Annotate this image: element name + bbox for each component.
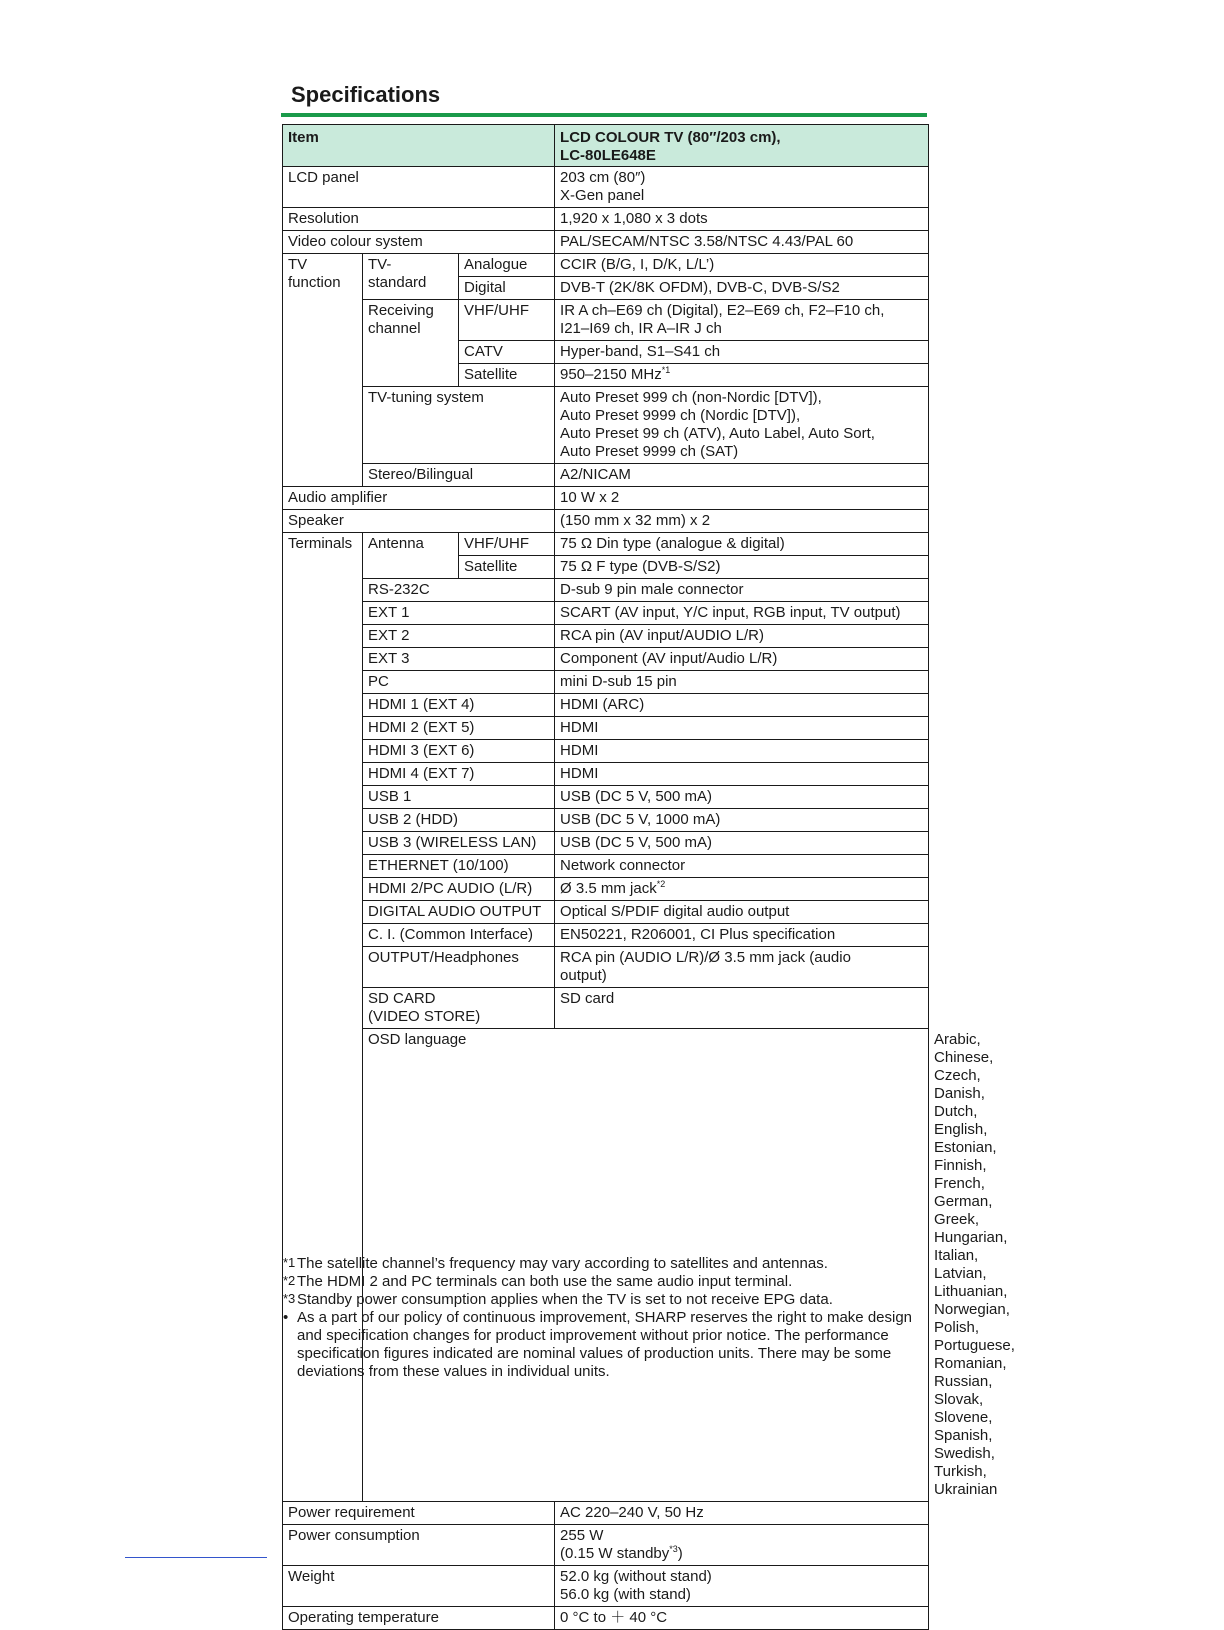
row-value: SCART (AV input, Y/C input, RGB input, TV output) xyxy=(555,602,929,625)
row-value: Hyper-band, S1–S41 ch xyxy=(555,341,929,364)
table-row xyxy=(283,510,929,533)
table-row xyxy=(283,786,929,809)
row-value: RCA pin (AUDIO L/R)/Ø 3.5 mm jack (audio output) xyxy=(555,947,929,988)
row-label: EXT 2 xyxy=(363,625,555,648)
row-label: CATV xyxy=(459,341,555,364)
table-row xyxy=(283,740,929,763)
row-value: 203 cm (80″) X-Gen panel xyxy=(555,167,929,208)
footnote: *2 The HDMI 2 and PC terminals can both use the same audio input terminal. xyxy=(283,1273,793,1290)
row-value: 1,920 x 1,080 x 3 dots xyxy=(555,208,929,231)
row-label: Satellite xyxy=(459,364,555,387)
row-value: 255 W (0.15 W standby$^{*3}$) xyxy=(555,1525,929,1566)
row-label: USB 1 xyxy=(363,786,555,809)
table-row xyxy=(283,533,929,556)
row-value: Optical S/PDIF digital audio output xyxy=(555,901,929,924)
footnote: *3 Standby power consumption applies when the TV is set to not receive EPG data. xyxy=(283,1291,833,1308)
row-value: RCA pin (AV input/AUDIO L/R) xyxy=(555,625,929,648)
row-label: Resolution xyxy=(283,208,555,231)
row-value: Auto Preset 999 ch (non-Nordic [DTV]), Auto Preset 9999 ch (Nordic [DTV]), Auto Preset 99 ch (ATV), Auto Label, Auto Sort, Auto Preset 9999 ch (SAT) xyxy=(555,387,929,464)
row-label: Analogue xyxy=(459,254,555,277)
footnote-ref: *1 xyxy=(661,365,671,375)
table-row xyxy=(283,901,929,924)
table-row xyxy=(283,855,929,878)
row-value: CCIR (B/G, I, D/K, L/L’) xyxy=(555,254,929,277)
table-row xyxy=(283,809,929,832)
row-label: VHF/UHF xyxy=(459,300,555,341)
table-row xyxy=(283,208,929,231)
footnote: *1 The satellite channel’s frequency may vary according to satellites and antennas. xyxy=(283,1255,828,1272)
group-label: Terminals xyxy=(283,533,363,1502)
row-label: USB 3 (WIRELESS LAN) xyxy=(363,832,555,855)
row-label: USB 2 (HDD) xyxy=(363,809,555,832)
row-value: mini D-sub 15 pin xyxy=(555,671,929,694)
table-row xyxy=(283,924,929,947)
row-label: Video colour system xyxy=(283,231,555,254)
table-row xyxy=(283,832,929,855)
page-link-underline xyxy=(125,1557,267,1558)
row-label: HDMI 2 (EXT 5) xyxy=(363,717,555,740)
row-label: HDMI 1 (EXT 4) xyxy=(363,694,555,717)
row-label: Speaker xyxy=(283,510,555,533)
row-value: 75 Ω Din type (analogue & digital) xyxy=(555,533,929,556)
row-value: AC 220–240 V, 50 Hz xyxy=(555,1502,929,1525)
row-value: Network connector xyxy=(555,855,929,878)
row-label: Stereo/Bilingual xyxy=(363,464,555,487)
row-label: Digital xyxy=(459,277,555,300)
subgroup-label: TV- standard xyxy=(363,254,459,300)
row-label: Satellite xyxy=(459,556,555,579)
row-label: PC xyxy=(363,671,555,694)
footnote-ref: *3 xyxy=(669,1544,678,1554)
row-label: C. I. (Common Interface) xyxy=(363,924,555,947)
footnote-ref: *2 xyxy=(656,879,666,889)
group-label: TV function xyxy=(283,254,363,487)
table-row xyxy=(283,231,929,254)
table-row xyxy=(283,694,929,717)
table-row xyxy=(283,387,929,464)
row-label: RS-232C xyxy=(363,579,555,602)
row-label: HDMI 3 (EXT 6) xyxy=(363,740,555,763)
row-value: DVB-T (2K/8K OFDM), DVB-C, DVB-S/S2 xyxy=(555,277,929,300)
row-value: 0 °C to ＋ 40 °C xyxy=(555,1607,929,1630)
row-label: ETHERNET (10/100) xyxy=(363,855,555,878)
table-row: OSD language Arabic, Chinese, Czech, Danish, Dutch, English, Estonian, Finnish, French, German, Greek, Hungarian, Italian, Latvian, Lithuanian, Norwegian, Polish, Portuguese, Romanian, Russian, Slovak, Slovene, Spanish, Swedish, Turkish, Ukrainian xyxy=(283,1029,929,1502)
table-row xyxy=(283,671,929,694)
table-row xyxy=(283,1566,929,1607)
table-header-row xyxy=(283,125,929,167)
table-row xyxy=(283,625,929,648)
row-label: Power requirement xyxy=(283,1502,555,1525)
table-row xyxy=(283,878,929,901)
row-label: HDMI 2/PC AUDIO (L/R) xyxy=(363,878,555,901)
row-value: SD card xyxy=(555,988,929,1029)
table-row xyxy=(283,167,929,208)
row-label: EXT 3 xyxy=(363,648,555,671)
row-value: (150 mm x 32 mm) x 2 xyxy=(555,510,929,533)
footnotes xyxy=(283,1255,933,1381)
row-label: VHF/UHF xyxy=(459,533,555,556)
row-value: EN50221, R206001, CI Plus specification xyxy=(555,924,929,947)
subgroup-label: Receiving channel xyxy=(363,300,459,387)
row-value: HDMI (ARC) xyxy=(555,694,929,717)
row-value: 52.0 kg (without stand) 56.0 kg (with stand) xyxy=(555,1566,929,1607)
row-value: 950–2150 MHz$^{*1}$ xyxy=(555,364,929,387)
row-value: USB (DC 5 V, 500 mA) xyxy=(555,786,929,809)
table-row xyxy=(283,947,929,988)
header-item: Item xyxy=(283,125,555,167)
table-row xyxy=(283,717,929,740)
row-value: USB (DC 5 V, 500 mA) xyxy=(555,832,929,855)
table-row xyxy=(283,988,929,1029)
row-value: 10 W x 2 xyxy=(555,487,929,510)
row-value: HDMI xyxy=(555,740,929,763)
row-value: HDMI xyxy=(555,717,929,740)
row-value: IR A ch–E69 ch (Digital), E2–E69 ch, F2–F10 ch, I21–I69 ch, IR A–IR J ch xyxy=(555,300,929,341)
table-row xyxy=(283,254,929,277)
row-label: EXT 1 xyxy=(363,602,555,625)
table-row xyxy=(283,300,929,341)
table-row xyxy=(283,487,929,510)
row-value: HDMI xyxy=(555,763,929,786)
table-row xyxy=(283,1607,929,1630)
row-label: TV-tuning system xyxy=(363,387,555,464)
row-value: PAL/SECAM/NTSC 3.58/NTSC 4.43/PAL 60 xyxy=(555,231,929,254)
row-value: D-sub 9 pin male connector xyxy=(555,579,929,602)
table-row xyxy=(283,763,929,786)
header-model: LCD COLOUR TV (80″/203 cm), LC-80LE648E xyxy=(555,125,929,167)
table-row xyxy=(283,1525,929,1566)
table-row xyxy=(283,602,929,625)
row-label: Operating temperature xyxy=(283,1607,555,1630)
row-value: Component (AV input/Audio L/R) xyxy=(555,648,929,671)
row-label: HDMI 4 (EXT 7) xyxy=(363,763,555,786)
row-label: DIGITAL AUDIO OUTPUT xyxy=(363,901,555,924)
table-row xyxy=(283,1502,929,1525)
row-label: Power consumption xyxy=(283,1525,555,1566)
row-label: SD CARD (VIDEO STORE) xyxy=(363,988,555,1029)
subgroup-label: Antenna xyxy=(363,533,459,579)
row-label: OUTPUT/Headphones xyxy=(363,947,555,988)
row-label: Audio amplifier xyxy=(283,487,555,510)
spec-table xyxy=(282,124,1015,1630)
row-value: Ø 3.5 mm jack$^{*2}$ xyxy=(555,878,929,901)
table-row xyxy=(283,648,929,671)
table-row xyxy=(283,579,929,602)
row-value: 75 Ω F type (DVB-S/S2) xyxy=(555,556,929,579)
table-row xyxy=(283,464,929,487)
page-title: Specifications xyxy=(291,82,441,107)
row-label: Weight xyxy=(283,1566,555,1607)
title-underline xyxy=(281,113,927,117)
row-value: USB (DC 5 V, 1000 mA) xyxy=(555,809,929,832)
disclaimer-note: • As a part of our policy of continuous improvement, SHARP reserves the right to make design and specification changes for product improvement without prior notice. The performance specification figures indicated are nominal values of production units. There may be some deviations from these values in individual units. xyxy=(283,1309,913,1380)
row-label: OSD language xyxy=(363,1029,929,1502)
row-label: LCD panel xyxy=(283,167,555,208)
row-value: A2/NICAM xyxy=(555,464,929,487)
